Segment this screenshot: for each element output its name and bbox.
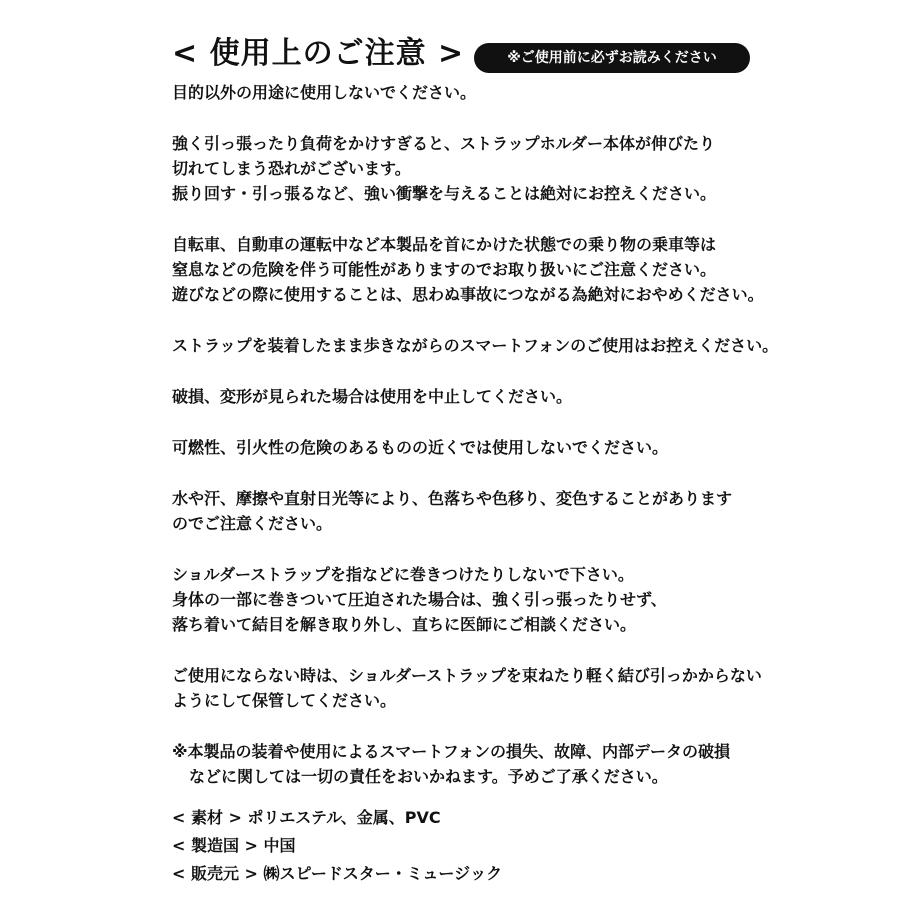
disclaimer-line: ※本製品の装着や使用によるスマートフォンの損失、故障、内部データの破損 [172, 742, 730, 761]
spec-country-of-manufacture: < 製造国 > 中国 [172, 836, 296, 855]
caution-line: 切れてしまう恐れがございます。 [172, 159, 411, 178]
caution-line: ストラップを装着したまま歩きながらのスマートフォンのご使用はお控えください。 [172, 336, 779, 355]
disclaimer-line: などに関しては一切の責任をおいかねます。予めご了承ください。 [189, 767, 668, 786]
paragraph-gap [172, 358, 772, 384]
caution-paragraph [172, 80, 772, 105]
caution-line: ショルダーストラップを指などに巻きつけたりしないで下さい。 [172, 565, 634, 584]
page-title: < 使用上のご注意 > [172, 36, 465, 71]
caution-line: 振り回す・引っ張るなど、強い衝撃を与えることは絶対にお控えください。 [172, 184, 717, 203]
caution-line: 水や汗、摩擦や直射日光等により、色落ちや色移り、変色することがあります [172, 489, 733, 508]
caution-line: ようにして保管してください。 [172, 691, 397, 710]
paragraph-gap [172, 713, 772, 739]
read-before-use-badge: ※ご使用前に必ずお読みください [474, 43, 750, 73]
caution-line: 窒息などの危険を伴う可能性がありますのでお取り扱いにご注意ください。 [172, 260, 717, 279]
caution-paragraph [172, 232, 772, 307]
caution-paragraph [172, 435, 772, 460]
paragraph-gap [172, 460, 772, 486]
caution-paragraph [172, 333, 779, 358]
header [172, 34, 752, 74]
paragraph-gap [172, 105, 772, 131]
caution-line: 目的以外の用途に使用しないでください。 [172, 83, 477, 102]
caution-line: 自転車、自動車の運転中など本製品を首にかけた状態での乗り物の乗車等は [172, 235, 717, 254]
paragraph-gap [172, 206, 772, 232]
product-specs [172, 804, 772, 888]
caution-paragraph [172, 131, 772, 206]
caution-line: 破損、変形が見られた場合は使用を中止してください。 [172, 387, 573, 406]
disclaimer [172, 739, 772, 789]
caution-line: 強く引っ張ったり負荷をかけすぎると、ストラップホルダー本体が伸びたり [172, 134, 716, 153]
spec-distributor: < 販売元 > ㈱スピードスター・ミュージック [172, 864, 503, 883]
caution-line: 落ち着いて結目を解き取り外し、直ちに医師にご相談ください。 [172, 615, 637, 634]
caution-paragraph [172, 663, 772, 713]
caution-paragraph [172, 486, 772, 536]
caution-list [172, 80, 779, 789]
paragraph-gap [172, 637, 772, 663]
caution-line: 可燃性、引火性の危険のあるものの近くでは使用しないでください。 [172, 438, 669, 457]
caution-line: のでご注意ください。 [172, 514, 333, 533]
caution-paragraph [172, 562, 772, 637]
paragraph-gap [172, 307, 772, 333]
spec-material: < 素材 > ポリエステル、金属、PVC [172, 808, 441, 827]
caution-line: 遊びなどの際に使用することは、思わぬ事故につながる為絶対におやめください。 [172, 285, 764, 304]
caution-line: ご使用にならない時は、ショルダーストラップを束ねたり軽く結び引っかからない [172, 666, 762, 685]
caution-line: 身体の一部に巻きついて圧迫された場合は、強く引っ張ったりせず、 [172, 590, 667, 609]
paragraph-gap [172, 536, 772, 562]
paragraph-gap [172, 409, 772, 435]
caution-paragraph [172, 384, 772, 409]
